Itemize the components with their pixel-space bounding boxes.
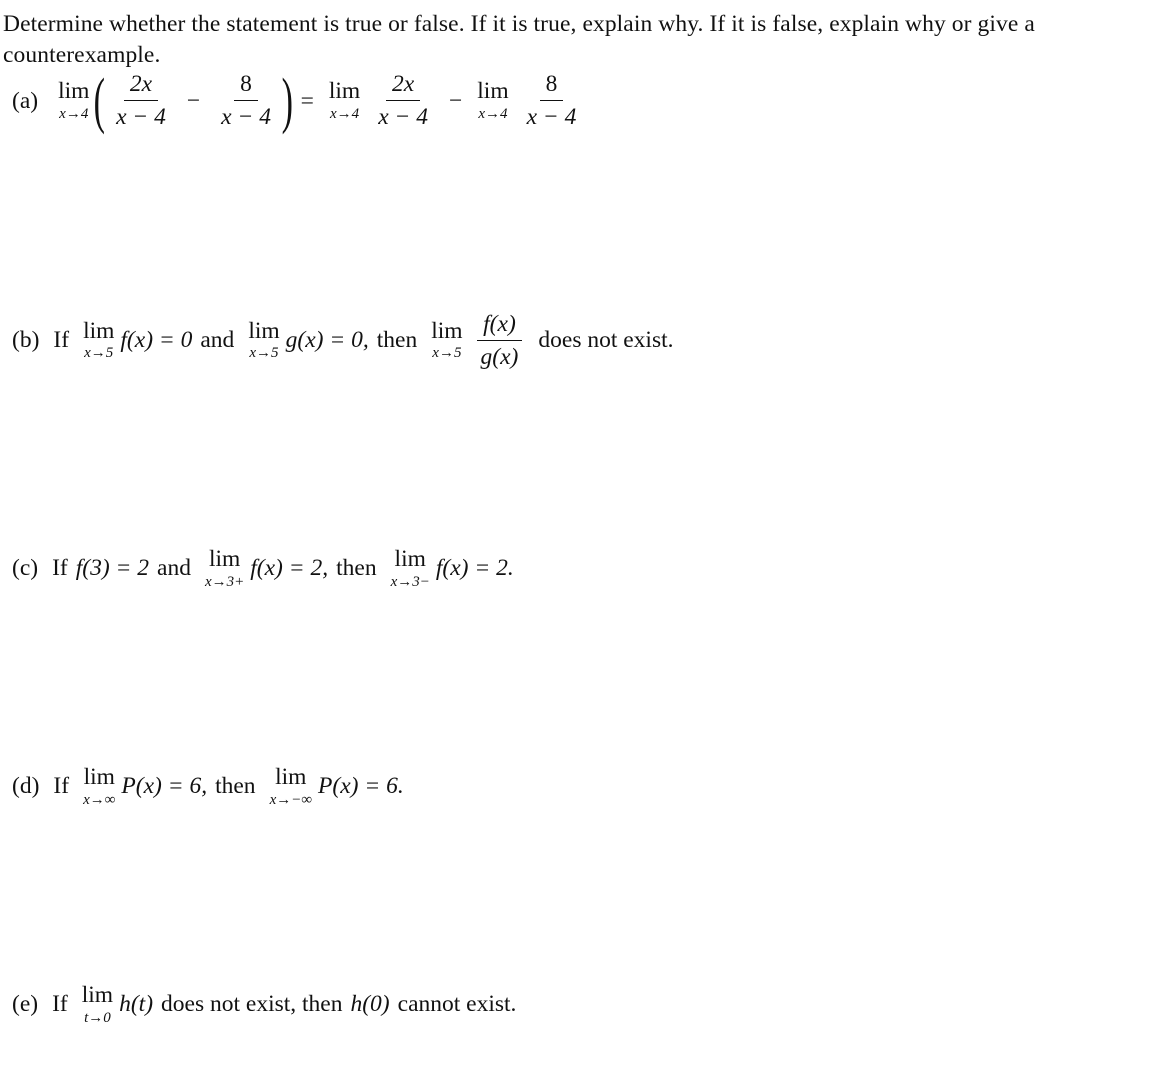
then-word: then: [376, 327, 418, 354]
limit-operator: lim x→4: [328, 78, 361, 122]
and-word: and: [200, 327, 235, 354]
instructions-text: Determine whether the statement is true or false. If it is true, explain why. If it is false, explain why or give a counterexample.: [3, 11, 1035, 68]
limit-operator: lim x→5: [83, 317, 115, 362]
limit-operator: lim x→4: [477, 78, 509, 122]
limit-at-neg-infinity-value: P(x) = 6.: [318, 773, 404, 800]
problem-a: [12, 67, 588, 135]
h-of-0: h(0): [350, 991, 390, 1018]
fraction: $\frac{2x}{x - 4}$: [116, 71, 166, 130]
problem-b: [12, 312, 674, 369]
problem-b-label: (b): [12, 327, 40, 354]
then-word: then: [215, 773, 256, 800]
limit-at-infinity-value: P(x) = 6,: [121, 773, 208, 800]
fraction: $\frac{f(x)}{g(x)}$: [475, 312, 525, 369]
if-word: If: [53, 773, 70, 800]
left-limit-value: f(x) = 2.: [435, 555, 514, 582]
problem-e: [12, 984, 516, 1026]
limit-operator: lim x→5: [248, 317, 280, 362]
middle-text: does not exist, then: [161, 991, 343, 1018]
if-word: If: [53, 327, 70, 354]
if-word: If: [52, 555, 68, 582]
problem-d: [12, 766, 404, 808]
then-word: then: [336, 555, 377, 582]
problem-a-label: (a): [12, 87, 39, 114]
h-of-t: h(t): [119, 991, 154, 1018]
f-of-3-value: f(3) = 2: [75, 555, 150, 582]
problem-e-label: (e): [12, 991, 39, 1018]
g-limit-value: g(x) = 0,: [285, 327, 369, 354]
problem-d-label: (d): [12, 773, 40, 800]
f-limit-value: f(x) = 0: [120, 327, 193, 354]
limit-operator: lim x→−∞: [269, 764, 313, 808]
minus-sign: −: [449, 87, 463, 114]
fraction: $\frac{2x}{x - 4}$: [378, 71, 429, 130]
fraction: $\frac{8}{x - 4}$: [221, 71, 271, 130]
limit-operator: lim x→4: [58, 78, 90, 122]
conclusion-text: does not exist.: [538, 327, 674, 354]
fraction: $\frac{8}{x - 4}$: [526, 71, 577, 130]
equals-sign: =: [300, 87, 314, 114]
minus-sign: −: [186, 87, 201, 114]
limit-operator: lim x→3−: [390, 546, 430, 590]
conclusion-text: cannot exist.: [397, 991, 517, 1018]
problem-c-label: (c): [12, 555, 39, 582]
left-paren: (: [94, 67, 106, 135]
and-word: and: [157, 555, 191, 582]
limit-operator: lim x→3+: [204, 546, 245, 590]
limit-operator: lim t→0: [81, 982, 114, 1026]
problem-c: [12, 548, 514, 590]
if-word: If: [52, 991, 68, 1018]
limit-operator: lim x→5: [431, 317, 463, 362]
right-paren: ): [281, 67, 293, 135]
limit-operator: lim x→∞: [83, 764, 116, 808]
right-limit-value: f(x) = 2,: [250, 555, 329, 582]
